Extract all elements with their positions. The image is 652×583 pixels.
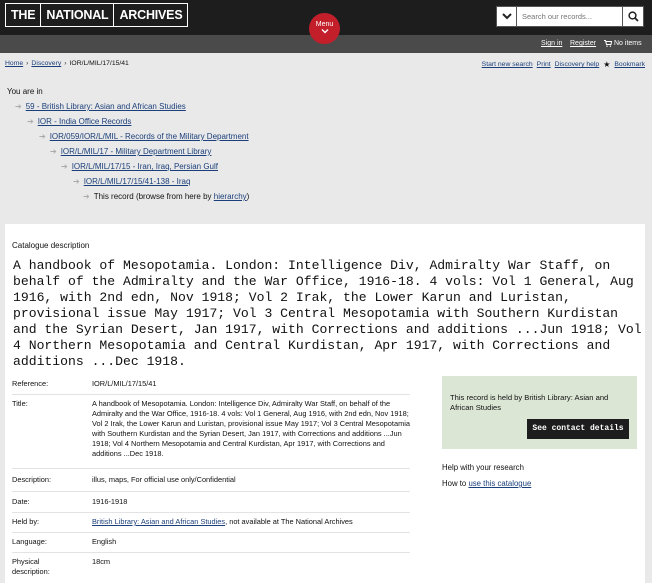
arrow-right-icon: ➔ bbox=[39, 132, 46, 141]
date-label: Date: bbox=[12, 497, 30, 506]
catalogue-description-label: Catalogue description bbox=[12, 241, 90, 250]
title-value: A handbook of Mesopotamia. London: Intelligence Div, Admiralty War Staff, on behalf of the Admiralty and the War Office, 1916-18. 4 vols: Vol 1 General, Aug 1916, with 2nd edn, Nov 1918; Vol 2 Irak, the Lower Karun and Luristan, provisional issue May 1917; Vol 3 Central Mesopotamia with Southern Kurdistan and the Syrian Desert, Jan 1917, with Corrections and additions ...Jun 1918; Vol 4 Northern Mesopotamia and Central Kurdistan, Apr 1917, with Corrections and additions ...Dec 1918. bbox=[92, 399, 410, 458]
use-catalogue-link[interactable]: use this catalogue bbox=[468, 479, 532, 488]
basket-link[interactable] bbox=[604, 40, 642, 47]
arrow-right-icon: ➔ bbox=[15, 102, 22, 111]
basket-count-label: No items bbox=[614, 40, 642, 47]
language-row bbox=[12, 537, 410, 553]
menu-label: Menu bbox=[315, 21, 334, 28]
register-link[interactable]: Register bbox=[570, 40, 597, 47]
hierarchy-current bbox=[83, 192, 249, 201]
hierarchy-browse-link[interactable]: hierarchy bbox=[213, 192, 247, 201]
cart-icon bbox=[604, 40, 612, 47]
hierarchy-item bbox=[73, 177, 190, 186]
language-value: English bbox=[92, 537, 117, 546]
logo-word-national: NATIONAL bbox=[40, 4, 113, 26]
reference-label: Reference: bbox=[12, 379, 49, 388]
sign-in-link[interactable]: Sign in bbox=[541, 40, 563, 47]
search-icon bbox=[628, 11, 639, 22]
arrow-right-icon: ➔ bbox=[50, 147, 57, 156]
hierarchy-item bbox=[61, 162, 218, 171]
breadcrumb-home[interactable]: Home bbox=[5, 60, 24, 67]
reference-value: IOR/L/MIL/17/15/41 bbox=[92, 379, 157, 388]
hierarchy-link-level-3[interactable]: IOR/059/IOR/L/MIL - Records of the Military Department bbox=[49, 132, 249, 141]
chevron-down-icon bbox=[321, 29, 329, 34]
chevron-right-icon: › bbox=[26, 60, 29, 67]
search-scope-dropdown[interactable] bbox=[496, 6, 517, 27]
hierarchy-link-level-6[interactable]: IOR/L/MIL/17/15/41-138 - Iraq bbox=[83, 177, 191, 186]
chevron-right-icon: › bbox=[64, 60, 67, 67]
description-label: Description: bbox=[12, 475, 52, 484]
logo-word-archives: ARCHIVES bbox=[113, 4, 187, 26]
hierarchy-item bbox=[15, 102, 186, 111]
logo-word-the: THE bbox=[11, 8, 36, 22]
held-by-row bbox=[12, 517, 410, 533]
arrow-right-icon: ➔ bbox=[61, 162, 68, 171]
date-row bbox=[12, 497, 410, 513]
breadcrumb bbox=[5, 60, 129, 67]
arrow-right-icon: ➔ bbox=[27, 117, 34, 126]
physical-description-value: 18cm bbox=[92, 557, 111, 566]
date-value: 1916-1918 bbox=[92, 497, 128, 506]
hierarchy-item bbox=[50, 147, 211, 156]
description-value: illus, maps, For official use only/Confidential bbox=[92, 475, 236, 484]
record-panel bbox=[5, 224, 645, 583]
star-icon: ★ bbox=[603, 60, 611, 69]
page-tools bbox=[482, 60, 645, 69]
see-contact-details-button[interactable]: See contact details bbox=[527, 419, 629, 439]
bookmark-link[interactable]: Bookmark bbox=[614, 61, 645, 68]
physical-description-label: Physical description: bbox=[12, 557, 50, 576]
held-by-link[interactable]: British Library: Asian and African Studies bbox=[92, 517, 226, 526]
search-button[interactable] bbox=[623, 6, 644, 27]
title-row bbox=[12, 399, 410, 469]
hierarchy-link-level-5[interactable]: IOR/L/MIL/17/15 - Iran, Iraq, Persian Gulf bbox=[71, 162, 218, 171]
reference-row bbox=[12, 379, 410, 395]
breadcrumb-discovery[interactable]: Discovery bbox=[31, 60, 62, 67]
arrow-right-icon: ➔ bbox=[83, 192, 90, 201]
hierarchy-link-level-1[interactable]: 59 - British Library: Asian and African Studies bbox=[25, 102, 186, 111]
arrow-right-icon: ➔ bbox=[73, 177, 80, 186]
hierarchy-link-level-2[interactable]: IOR - India Office Records bbox=[37, 117, 132, 126]
held-by-notice: This record is held by British Library: Asian and African Studies bbox=[450, 393, 609, 412]
held-by-value: British Library: Asian and African Studies, not available at The National Archives bbox=[92, 517, 353, 526]
description-row bbox=[12, 475, 410, 492]
search-input[interactable] bbox=[517, 6, 623, 27]
hierarchy-link-level-4[interactable]: IOR/L/MIL/17 - Military Department Library bbox=[60, 147, 212, 156]
hierarchy-item bbox=[39, 132, 249, 141]
print-link[interactable]: Print bbox=[536, 61, 551, 68]
search-bar bbox=[496, 6, 644, 27]
start-new-search-link[interactable]: Start new search bbox=[481, 61, 533, 68]
title-label: Title: bbox=[12, 399, 28, 408]
chevron-down-icon bbox=[502, 13, 512, 20]
help-line: How to use this catalogue bbox=[442, 479, 532, 488]
held-by-box bbox=[442, 376, 637, 449]
menu-button[interactable] bbox=[309, 13, 340, 44]
record-title: A handbook of Mesopotamia. London: Intelligence Div, Admiralty War Staff, on behalf of the Admiralty and the War Office, 1916-18. 4 vols: Vol 1 General, Aug 1916, with 2nd edn, Nov 1918; Vol 2 Irak, the Lower Karun and Luristan, provisional issue May 1917; Vol 3 Central Mesopotamia with Southern Kurdistan and the Syrian Desert, Jan 1917, with Corrections and additions ...Jun 1918; Vol 4 Northern Mesopotamia and Central Kurdistan, Apr 1917, with Corrections and additions ...Dec 1918. bbox=[13, 258, 642, 369]
tna-logo[interactable] bbox=[5, 3, 188, 27]
this-record-text: This record (browse from here by hierarchy) bbox=[93, 192, 250, 201]
physical-description-row bbox=[12, 557, 410, 581]
held-by-label: Held by: bbox=[12, 517, 40, 526]
you-are-in-heading: You are in bbox=[7, 87, 43, 96]
breadcrumb-current: IOR/L/MIL/17/15/41 bbox=[69, 60, 129, 67]
language-label: Language: bbox=[12, 537, 47, 546]
help-heading: Help with your research bbox=[442, 463, 524, 472]
discovery-help-link[interactable]: Discovery help bbox=[554, 61, 600, 68]
hierarchy-item bbox=[27, 117, 131, 126]
